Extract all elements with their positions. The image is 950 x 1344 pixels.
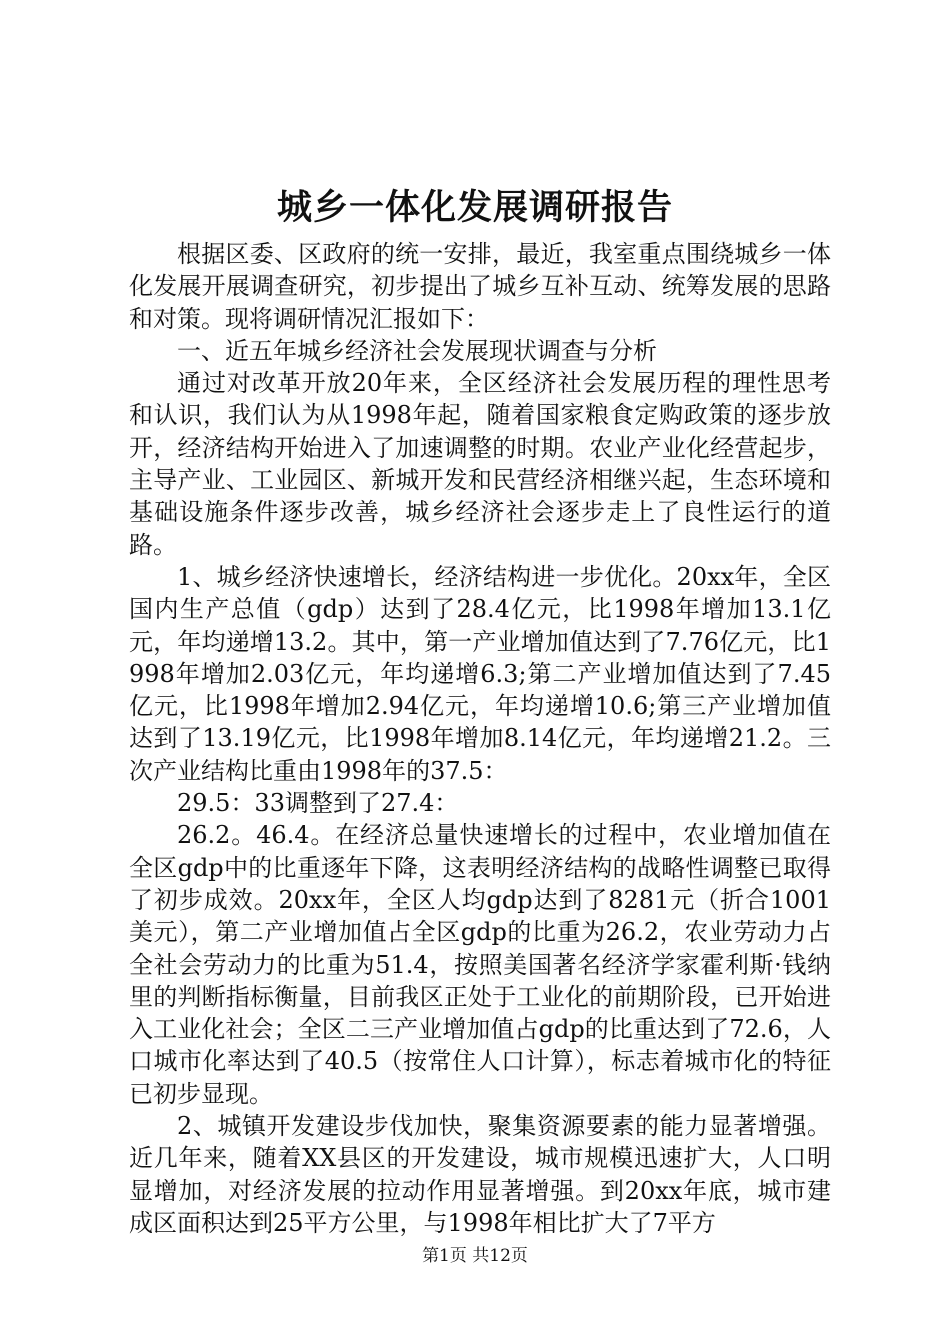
document-body: [129, 238, 831, 1239]
intro-paragraph: 根据区委、区政府的统一安排，最近，我室重点围绕城乡一体化发展开展调查研究，初步提出了城乡互补互动、统筹发展的思路和对策。现将调研情况汇报如下：: [129, 240, 831, 333]
body-paragraph: 1、城乡经济快速增长，经济结构进一步优化。20xx年，全区国内生产总值（gdp）达到了28.4亿元，比1998年增加13.1亿元，年均递增13.2。其中，第一产业增加值达到了7.76亿元，比1998年增加2.03亿元，年均递增6.3;第二产业增加值达到了7.45亿元，比1998年增加2.94亿元，年均递增10.6;第三产业增加值达到了13.19亿元，比1998年增加8.14亿元，年均递增21.2。三次产业结构比重由1998年的37.5：: [129, 562, 831, 785]
body-paragraph: 通过对改革开放20年来，全区经济社会发展历程的理性思考和认识，我们认为从1998年起，随着国家粮食定购政策的逐步放开，经济结构开始进入了加速调整的时期。农业产业化经营起步，主导产业、工业园区、新城开发和民营经济相继兴起，生态环境和基础设施条件逐步改善，城乡经济社会逐步走上了良性运行的道路。: [129, 369, 831, 559]
body-paragraph: 29.5：33调整到了27.4：: [177, 789, 459, 818]
document-title: 城乡一体化发展调研报告: [276, 187, 673, 228]
page-number: 第1页 共12页: [422, 1246, 528, 1266]
section-heading: 一、近五年城乡经济社会发展现状调查与分析: [177, 336, 657, 365]
body-paragraph: 26.2。46.4。在经济总量快速增长的过程中，农业增加值在全区gdp中的比重逐年下降，这表明经济结构的战略性调整已取得了初步成效。20xx年，全区人均gdp达到了8281元（折合1001美元），第二产业增加值占全区gdp的比重为26.2，农业劳动力占全社会劳动力的比重为51.4，按照美国著名经济学家霍利斯·钱纳里的判断指标衡量，目前我区正处于工业化的前期阶段，已开始进入工业化社会；全区二三产业增加值占gdp的比重达到了72.6，人口城市化率达到了40.5（按常住人口计算），标志着城市化的特征已初步显现。: [129, 821, 831, 1108]
body-paragraph: 2、城镇开发建设步伐加快，聚集资源要素的能力显著增强。近几年来，随着XX县区的开发建设，城市规模迅速扩大，人口明显增加，对经济发展的拉动作用显著增强。到20xx年底，城市建成区面积达到25平方公里，与1998年相比扩大了7平方: [129, 1112, 831, 1237]
